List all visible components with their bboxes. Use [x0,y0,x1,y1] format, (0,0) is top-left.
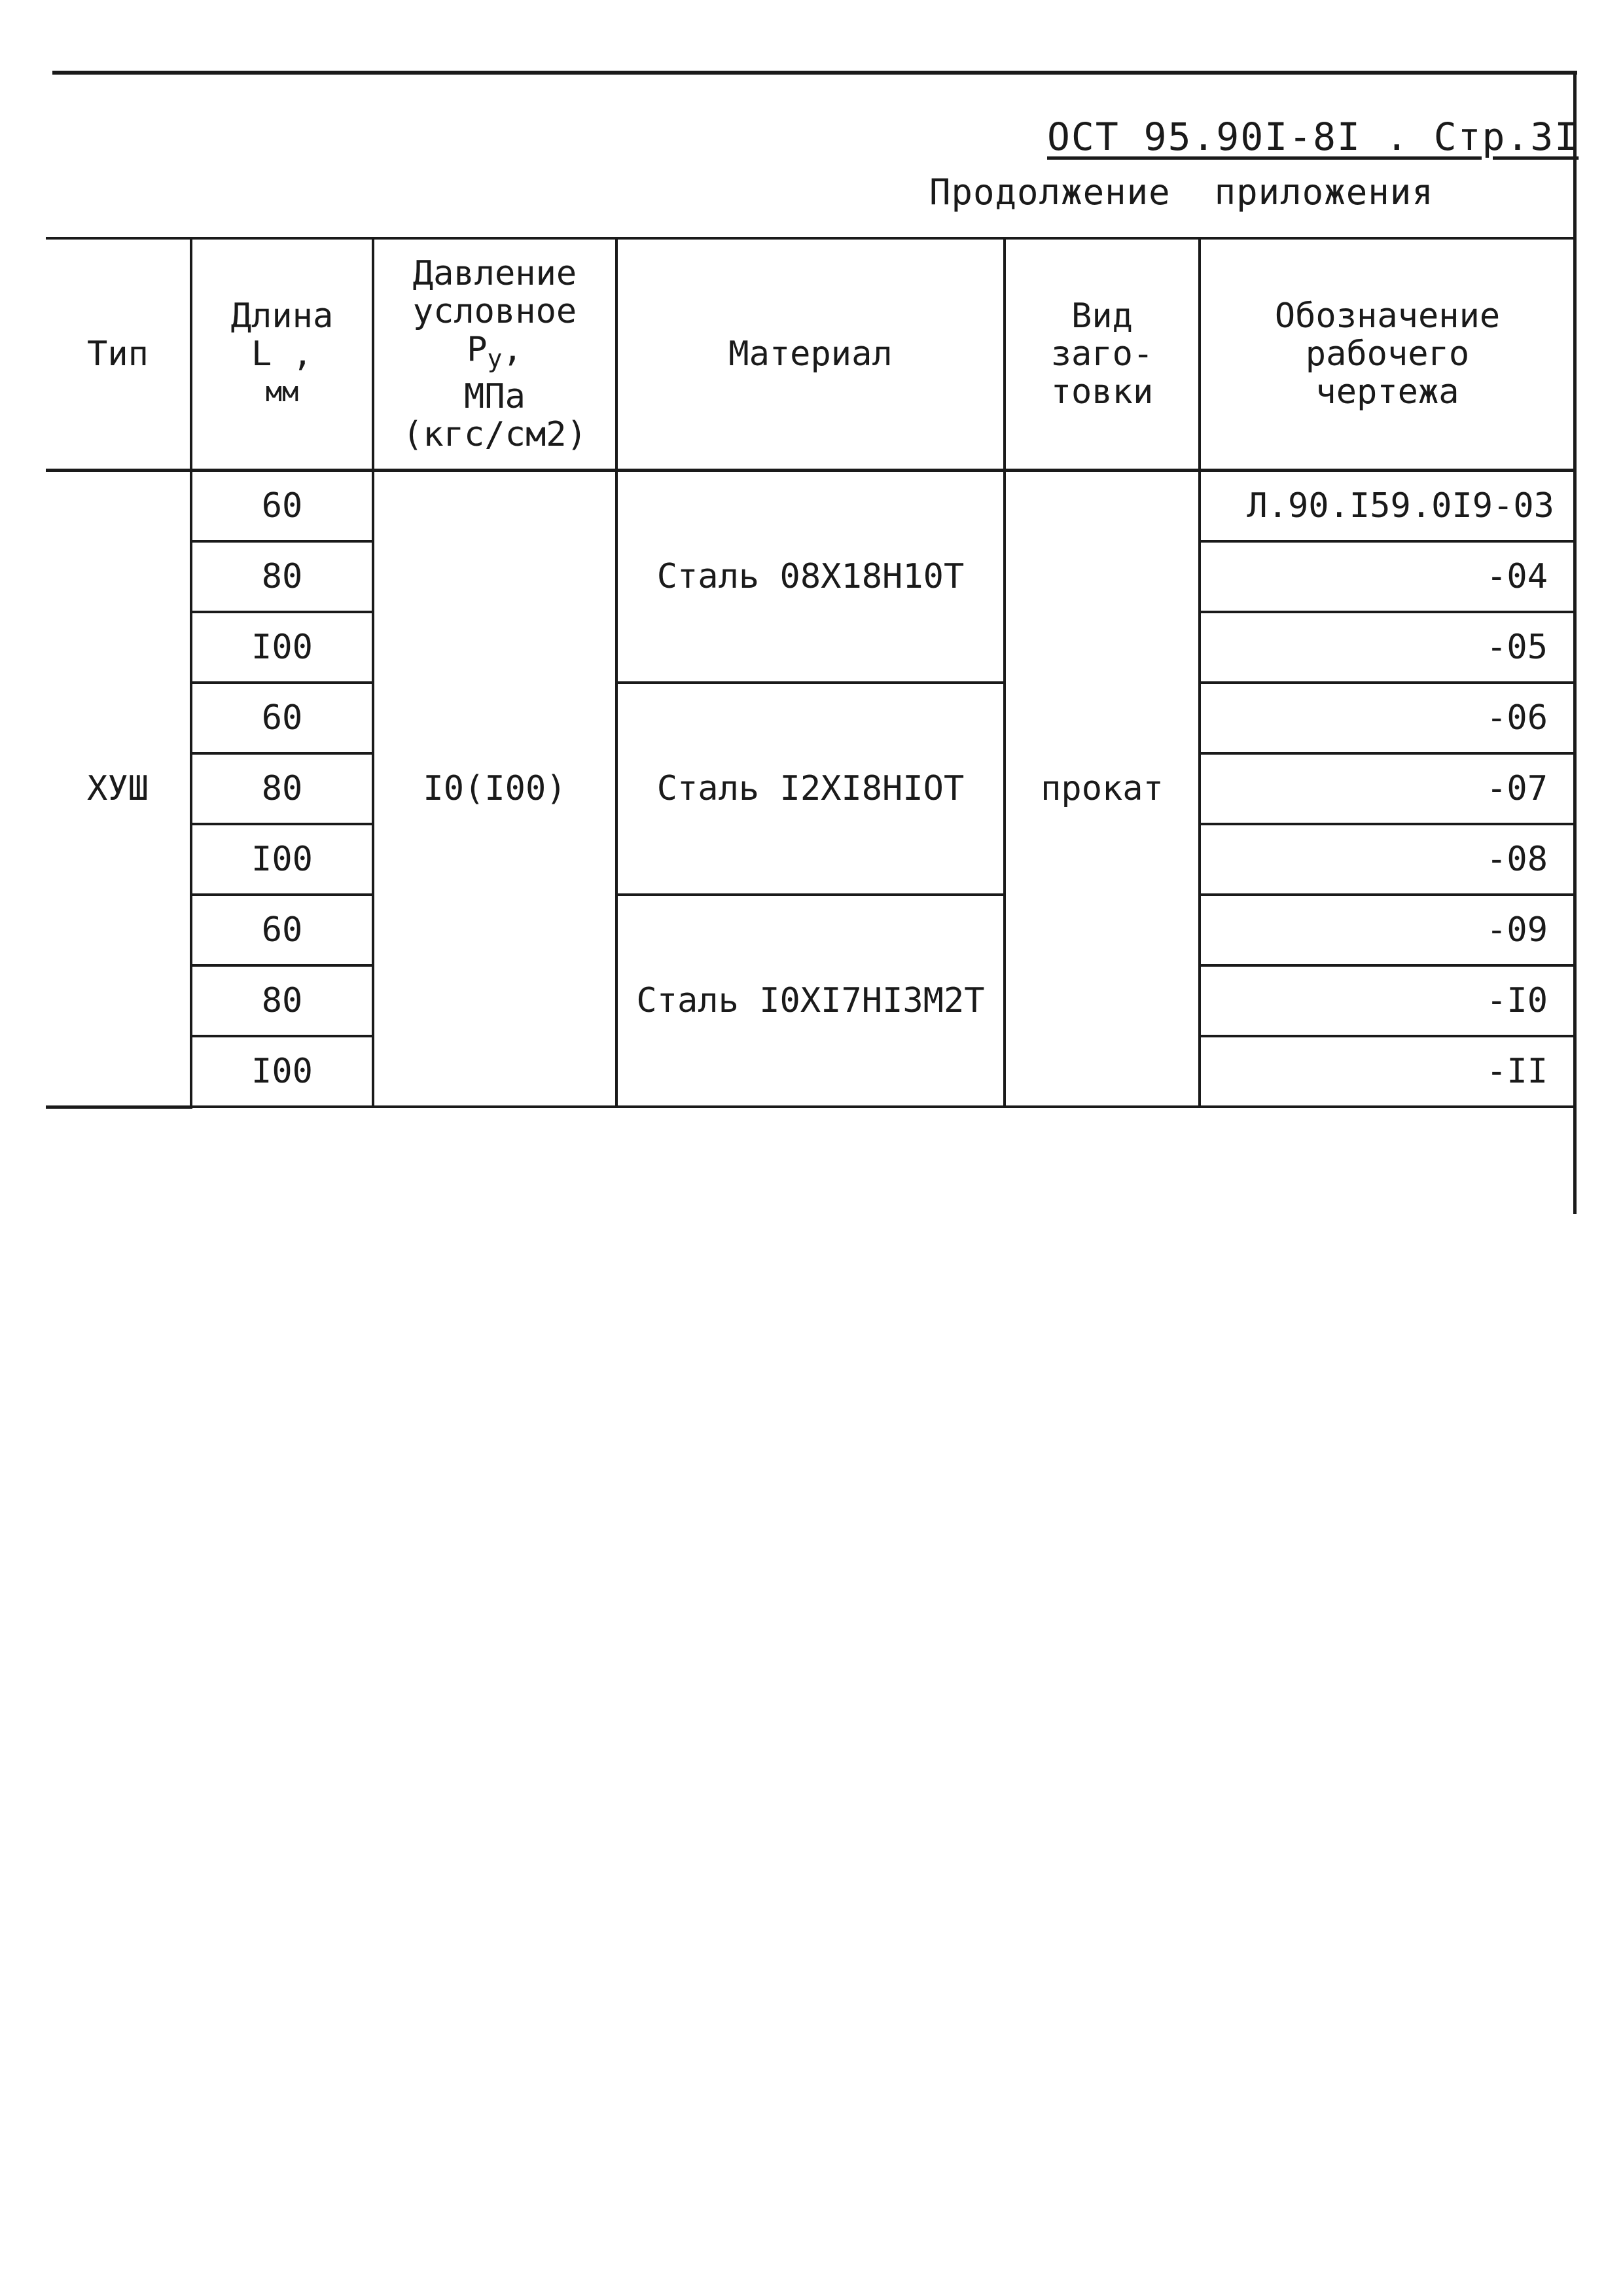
table-row [46,683,1574,753]
drawing-code-cell: -05 [1200,612,1574,683]
header-drawing-line3: чертежа [1315,372,1459,412]
specification-table [46,237,1574,1109]
header-pressure-unit: МПа [464,377,526,416]
header-length [191,238,373,471]
header-pressure-line1: Давление [412,254,577,293]
length-cell: 80 [191,541,373,612]
header-blank-line3: товки [1050,372,1154,412]
header-pressure-unit-alt: (кгс/см2) [402,415,587,454]
table-header-row [46,238,1574,471]
drawing-code-cell: -06 [1200,683,1574,753]
header-blank-line1: Вид [1071,296,1133,336]
header-length-unit: мм [265,376,299,408]
material-cell: Сталь I0XI7HI3M2T [616,895,1005,1107]
header-material [616,238,1005,471]
material-cell: Сталь I2XI8HIOT [616,683,1005,895]
length-cell: 60 [191,895,373,965]
document-code: ОСТ 95.90I-8I . Стр.3I [1047,115,1579,159]
length-cell: 80 [191,753,373,824]
length-cell: 80 [191,965,373,1036]
header-pressure-symbol [374,331,615,378]
top-frame-line [52,71,1577,75]
header-type [46,238,191,471]
header-type-label: Тип [87,334,149,374]
header-material-label: Материал [728,334,893,374]
length-cell: I00 [191,612,373,683]
material-cell: Сталь 08Х18Н10Т [616,471,1005,683]
drawing-code-cell: -07 [1200,753,1574,824]
table-row [46,471,1574,542]
length-cell: 60 [191,683,373,753]
drawing-code-cell: -09 [1200,895,1574,965]
header-drawing [1200,238,1574,471]
continuation-label: Продолжение приложения [929,171,1434,213]
pressure-cell: I0(I00) [373,471,616,1107]
length-cell: I00 [191,824,373,895]
header-drawing-line1: Обозначение [1274,296,1501,336]
type-cell: ХУШ [46,471,191,1107]
header-blank-line2: заго- [1050,334,1154,374]
header-length-line2: L , [251,334,313,374]
header-length-line1: Длина [230,296,334,336]
pressure-symbol-sub: у [487,344,503,373]
header-pressure-line2: условное [412,292,577,331]
drawing-code-cell: -I0 [1200,965,1574,1036]
table-row [46,895,1574,965]
header-drawing-line2: рабочего [1305,334,1470,374]
pressure-symbol-comma: , [502,330,523,369]
length-cell: 60 [191,471,373,542]
drawing-code-cell: -04 [1200,541,1574,612]
drawing-code-cell: Л.90.I59.0I9-03 [1200,471,1574,542]
drawing-code-cell: -II [1200,1036,1574,1107]
length-cell: I00 [191,1036,373,1107]
pressure-symbol-p: P [467,330,488,369]
header-pressure [373,238,616,471]
blank-type-cell: прокат [1005,471,1200,1107]
drawing-code-cell: -08 [1200,824,1574,895]
header-blank-type [1005,238,1200,471]
